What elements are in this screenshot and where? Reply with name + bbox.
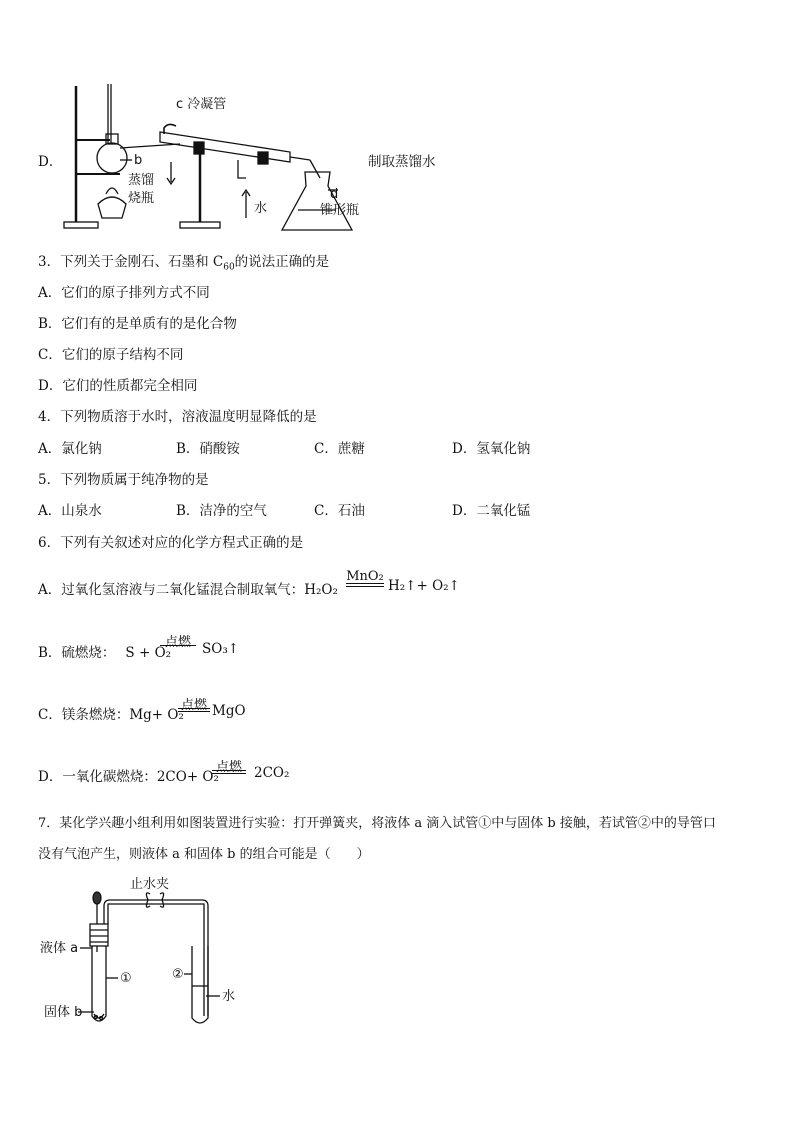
- q5-stem: 5．下列物质属于纯净物的是: [38, 472, 209, 488]
- q6-option-d[interactable]: [38, 765, 219, 785]
- q6-a-text: A．过氧化氢溶液与二氧化锰混合制取氧气：: [38, 582, 305, 598]
- gas-test-apparatus-figure: [38, 872, 278, 1032]
- q5-option-c[interactable]: C．石油: [314, 503, 365, 519]
- q4-option-d[interactable]: D．氢氧化钠: [452, 441, 531, 457]
- tube2-label: ②: [172, 967, 184, 982]
- b-mark-label: b: [134, 153, 143, 168]
- q4-option-c[interactable]: C．蔗糖: [314, 441, 365, 457]
- q6-b-right: SO₃↑: [202, 641, 240, 657]
- erlenmeyer-label: 锥形瓶: [320, 203, 360, 218]
- water-label: 水: [222, 989, 236, 1004]
- q4-stem: 4．下列物质溶于水时，溶液温度明显降低的是: [38, 409, 317, 425]
- clamp-label: 止水夹: [130, 877, 170, 892]
- condenser-label: c 冷凝管: [176, 97, 227, 112]
- q3-option-b[interactable]: B．它们有的是单质有的是化合物: [38, 316, 237, 332]
- q3-option-c[interactable]: C．它们的原子结构不同: [38, 347, 184, 363]
- q2-option-d-caption: 制取蒸馏水: [368, 154, 436, 170]
- q6-c-text: C．镁条燃烧：: [38, 707, 130, 723]
- q6-a-right: H₂↑+ O₂↑: [388, 578, 460, 594]
- d-mark-label: d: [330, 187, 339, 202]
- q3-stem: 3．下列关于金刚石、石墨和 $C_{60}$的说法正确的是: [38, 254, 330, 273]
- q7-stem-line1: 7．某化学兴趣小组利用如图装置进行实验：打开弹簧夹，将液体 a 滴入试管①中与固体 b 接触，若试管②中的导管口: [38, 816, 716, 831]
- q5-option-a[interactable]: A．山泉水: [38, 503, 102, 519]
- q3-option-d[interactable]: D．它们的性质都完全相同: [38, 378, 198, 394]
- flask-label-line1: 蒸馏: [128, 173, 155, 188]
- flask-label-line2: 烧瓶: [128, 191, 155, 206]
- distillation-apparatus-figure: [60, 82, 380, 234]
- q4-option-b[interactable]: B．硝酸铵: [176, 441, 240, 457]
- q6-d-text: D．一氧化碳燃烧：: [38, 769, 157, 785]
- q6-option-b[interactable]: [38, 641, 171, 661]
- water-inlet-label: 水: [254, 201, 268, 216]
- q4-option-a[interactable]: A．氯化钠: [38, 441, 102, 457]
- q6-c-right: MgO: [212, 703, 246, 719]
- q5-option-d[interactable]: D．二氧化锰: [452, 503, 531, 519]
- q6-option-c[interactable]: [38, 703, 184, 723]
- q6-stem: 6．下列有关叙述对应的化学方程式正确的是: [38, 535, 304, 551]
- liquid-a-label: 液体 a: [40, 941, 79, 956]
- q2-option-d-label: D．: [38, 154, 63, 170]
- tube1-label: ①: [120, 971, 132, 986]
- q6-d-left: 2CO+ O₂: [156, 769, 219, 785]
- q6-a-left: H₂O₂: [304, 582, 338, 598]
- q6-c-left: Mg+ O₂: [129, 707, 184, 723]
- q6-d-right: 2CO₂: [254, 765, 290, 781]
- q3-option-a[interactable]: A．它们的原子排列方式不同: [38, 285, 210, 301]
- q6-b-left: S + O₂: [125, 645, 172, 661]
- q6-b-text: B．硫燃烧：: [38, 645, 116, 661]
- solid-b-label: 固体 b: [44, 1005, 83, 1020]
- q5-option-b[interactable]: B．洁净的空气: [176, 503, 267, 519]
- q7-stem-line2: 没有气泡产生，则液体 a 和固体 b 的组合可能是（ ）: [38, 847, 370, 862]
- q6-option-a[interactable]: [38, 578, 338, 598]
